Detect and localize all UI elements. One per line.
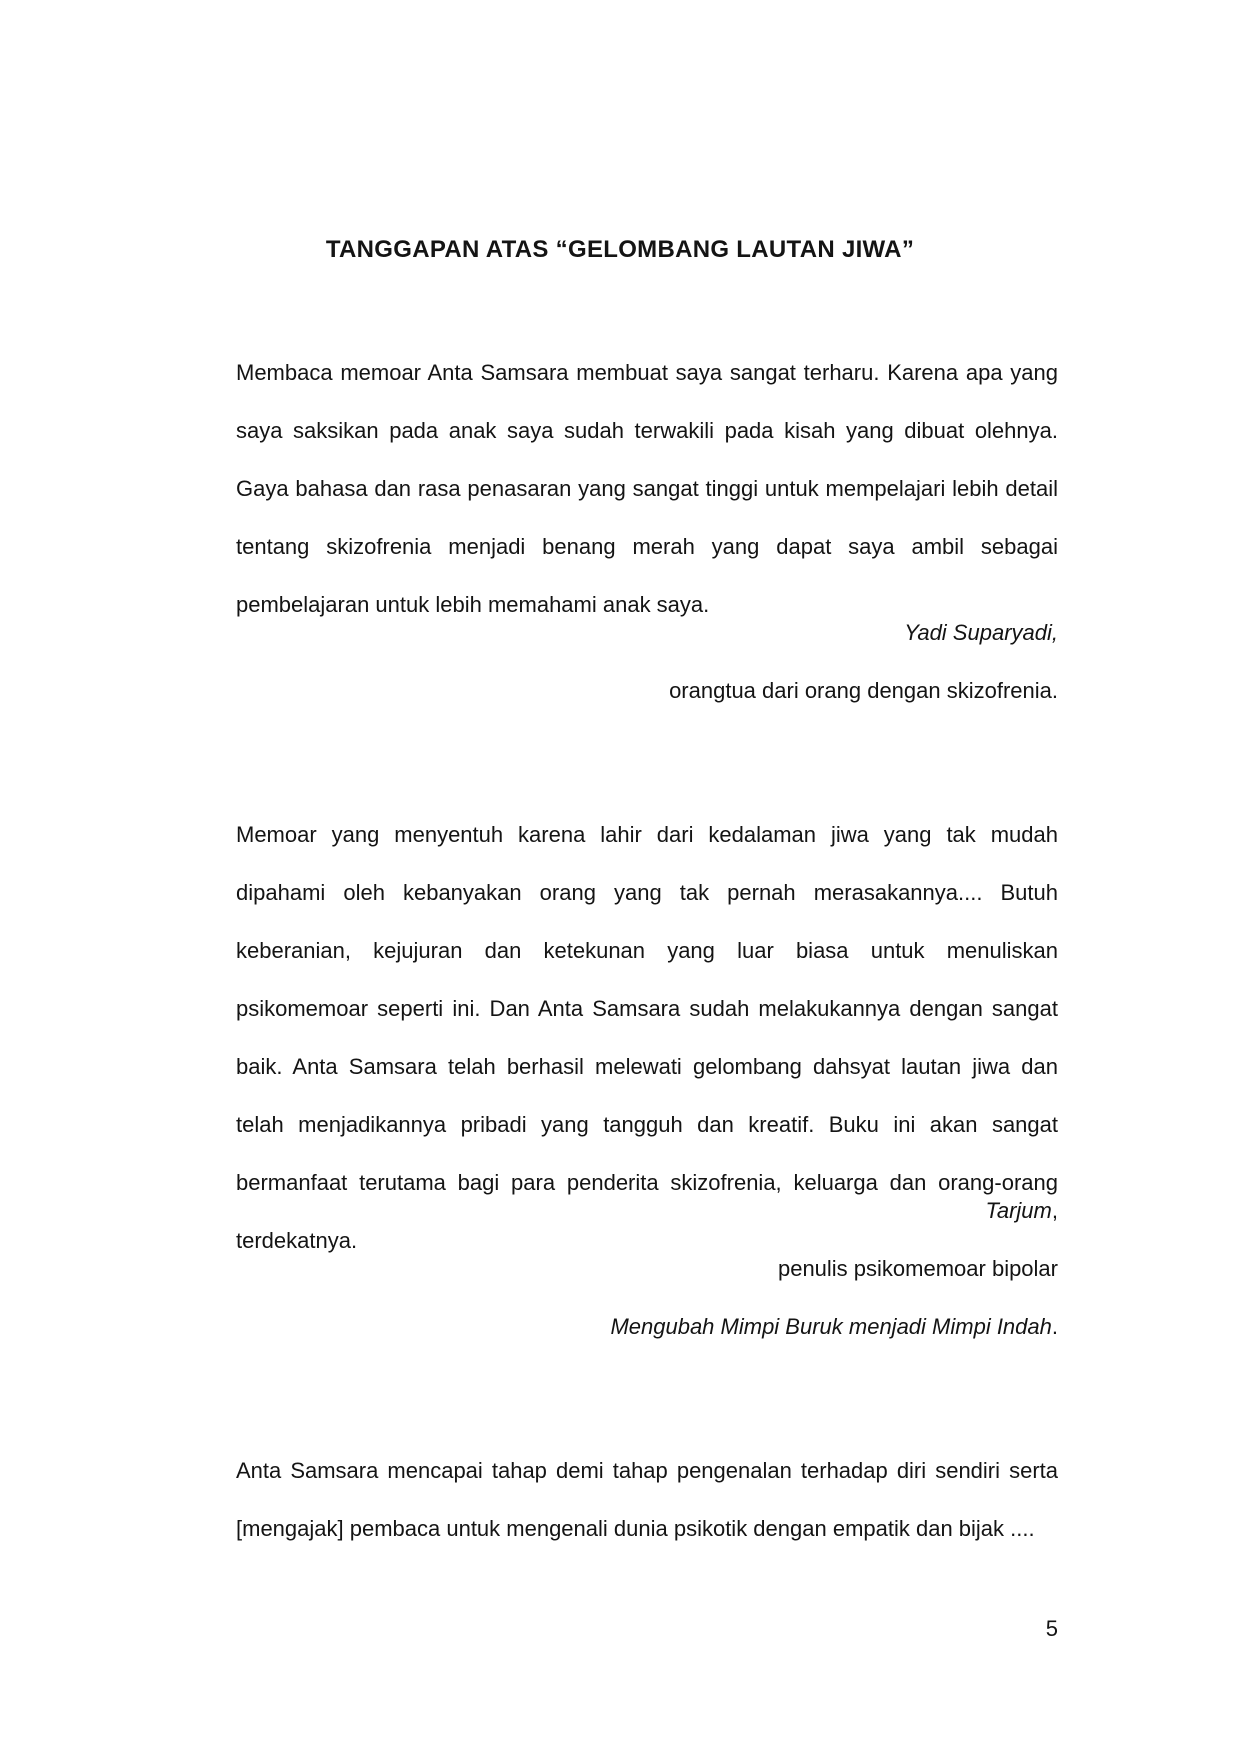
testimonial-2-text: Memoar yang menyentuh karena lahir dari kedalaman jiwa yang tak mudah dipahami oleh kebanyakan orang yang tak pernah merasakannya.... Butuh keberanian, kejujuran dan ketekunan yang luar biasa untuk menuliskan psikomemoar seperti ini. Dan Anta Samsara sudah melakukannya dengan sangat baik. Anta Samsara telah berhasil melewati gelombang dahsyat lautan jiwa dan telah menjadikannya pribadi yang tangguh dan kreatif. Buku ini akan sangat bermanfaat terutama bagi para penderita skizofrenia, keluarga dan orang-orang terdekatnya. bbox=[236, 822, 1058, 1253]
testimonial-2-author: Tarjum bbox=[985, 1198, 1052, 1223]
testimonial-2-author-line bbox=[236, 1182, 1058, 1240]
testimonial-2-book-line bbox=[236, 1298, 1058, 1356]
testimonial-1-text: Membaca memoar Anta Samsara membuat saya sangat terharu. Karena apa yang saya saksikan pada anak saya sudah terwakili pada kisah yang dibuat olehnya. Gaya bahasa dan rasa penasaran yang sangat tinggi untuk mempelajari lebih detail tentang skizofrenia menjadi benang merah yang dapat saya ambil sebagai pembelajaran untuk lebih memahami anak saya. bbox=[236, 360, 1058, 617]
testimonial-2-book: Mengubah Mimpi Buruk menjadi Mimpi Indah bbox=[610, 1314, 1052, 1339]
page-title: TANGGAPAN ATAS “GELOMBANG LAUTAN JIWA” bbox=[325, 236, 915, 263]
testimonial-2-book-suffix: . bbox=[1051, 1314, 1058, 1339]
testimonial-1-author: Yadi Suparyadi, bbox=[904, 620, 1058, 645]
testimonial-2-author-suffix: , bbox=[1051, 1198, 1058, 1223]
testimonial-3-text: Anta Samsara mencapai tahap demi tahap pengenalan terhadap diri sendiri serta [mengajak] pembaca untuk mengenali dunia psikotik dengan empatik dan bijak .... bbox=[236, 1458, 1058, 1541]
testimonial-2-role: penulis psikomemoar bipolar bbox=[777, 1256, 1058, 1281]
testimonial-1-role: orangtua dari orang dengan skizofrenia. bbox=[669, 678, 1058, 703]
page-number: 5 bbox=[1045, 1616, 1058, 1641]
